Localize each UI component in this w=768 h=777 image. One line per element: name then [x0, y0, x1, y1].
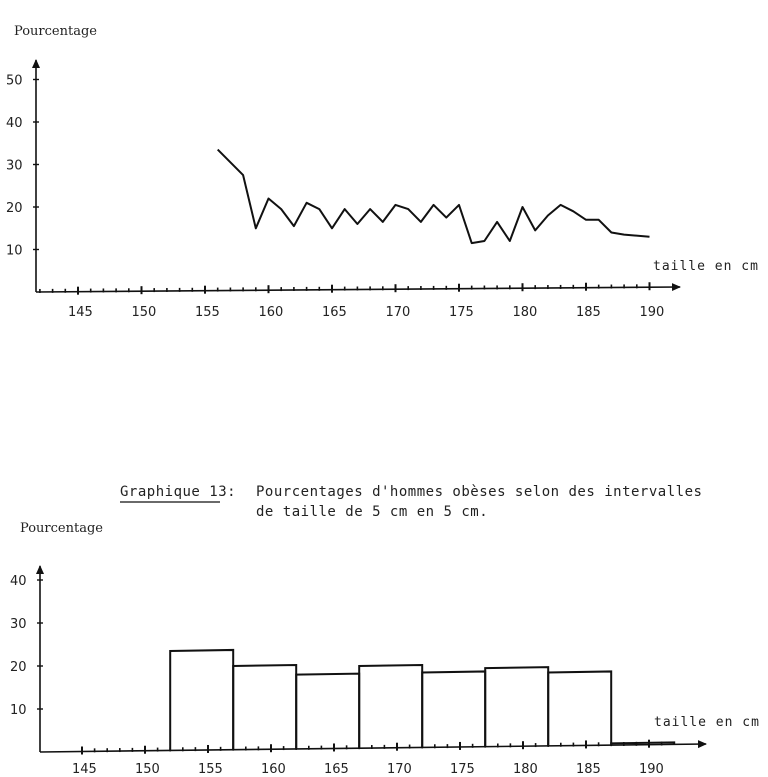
series-line [218, 150, 650, 244]
x-tick-label: 190 [639, 762, 664, 777]
x-axis [40, 744, 706, 752]
y-axis-label: Pourcentage [20, 521, 103, 536]
x-axis-label: taille en cm [654, 715, 760, 730]
x-tick-label: 145 [72, 762, 97, 777]
y-tick-label: 40 [6, 116, 23, 131]
x-ticks [68, 305, 664, 320]
x-tick-label: 180 [512, 305, 538, 320]
x-tick-label: 150 [135, 762, 160, 777]
caption-line-2: de taille de 5 cm en 5 cm. [256, 504, 489, 520]
y-tick-label: 50 [6, 73, 23, 89]
x-tick-label: 185 [576, 305, 601, 320]
y-tick-label: 20 [6, 201, 23, 216]
x-tick-label: 175 [450, 762, 475, 777]
histogram-bar [233, 665, 296, 750]
histogram-bar [170, 650, 233, 750]
y-tick-label: 10 [10, 703, 27, 718]
x-tick-label: 150 [131, 305, 157, 320]
histogram-bar [422, 671, 485, 747]
y-axis-label: Pourcentage [14, 24, 97, 39]
x-tick-label: 170 [385, 305, 411, 320]
x-tick-label: 155 [195, 305, 220, 320]
x-axis-label: taille en cm [653, 259, 759, 274]
bars [170, 650, 674, 750]
x-tick-label: 160 [261, 762, 286, 777]
x-tick-label: 165 [324, 762, 349, 777]
x-tick-label: 185 [576, 762, 601, 777]
caption-title: Graphique 13: [120, 484, 237, 500]
y-ticks [6, 74, 39, 259]
figure-caption [120, 484, 702, 520]
x-tick-label: 170 [387, 762, 412, 777]
histogram-chart [10, 521, 760, 777]
histogram-bar [359, 665, 422, 748]
y-tick-label: 30 [10, 617, 27, 632]
y-tick-label: 30 [6, 158, 23, 174]
y-tick-label: 10 [6, 243, 23, 259]
x-tick-label: 165 [322, 305, 347, 320]
caption-line-1: Pourcentages d'hommes obèses selon des intervalles [256, 484, 703, 500]
histogram-bar [548, 671, 611, 745]
x-tick-label: 190 [639, 305, 665, 320]
x-tick-label: 160 [258, 305, 284, 320]
y-ticks [10, 574, 43, 718]
y-tick-label: 40 [10, 574, 27, 589]
x-tick-label: 155 [198, 762, 223, 777]
line-chart [6, 24, 759, 320]
x-ticks [72, 762, 664, 777]
x-tick-label: 180 [513, 762, 538, 777]
y-tick-label: 20 [10, 660, 27, 675]
histogram-bar [296, 674, 359, 749]
histogram-bar [485, 667, 548, 747]
x-tick-label: 175 [449, 305, 474, 320]
x-tick-label: 145 [68, 305, 93, 320]
x-minor-ticks [82, 740, 662, 755]
data-points [218, 150, 650, 244]
